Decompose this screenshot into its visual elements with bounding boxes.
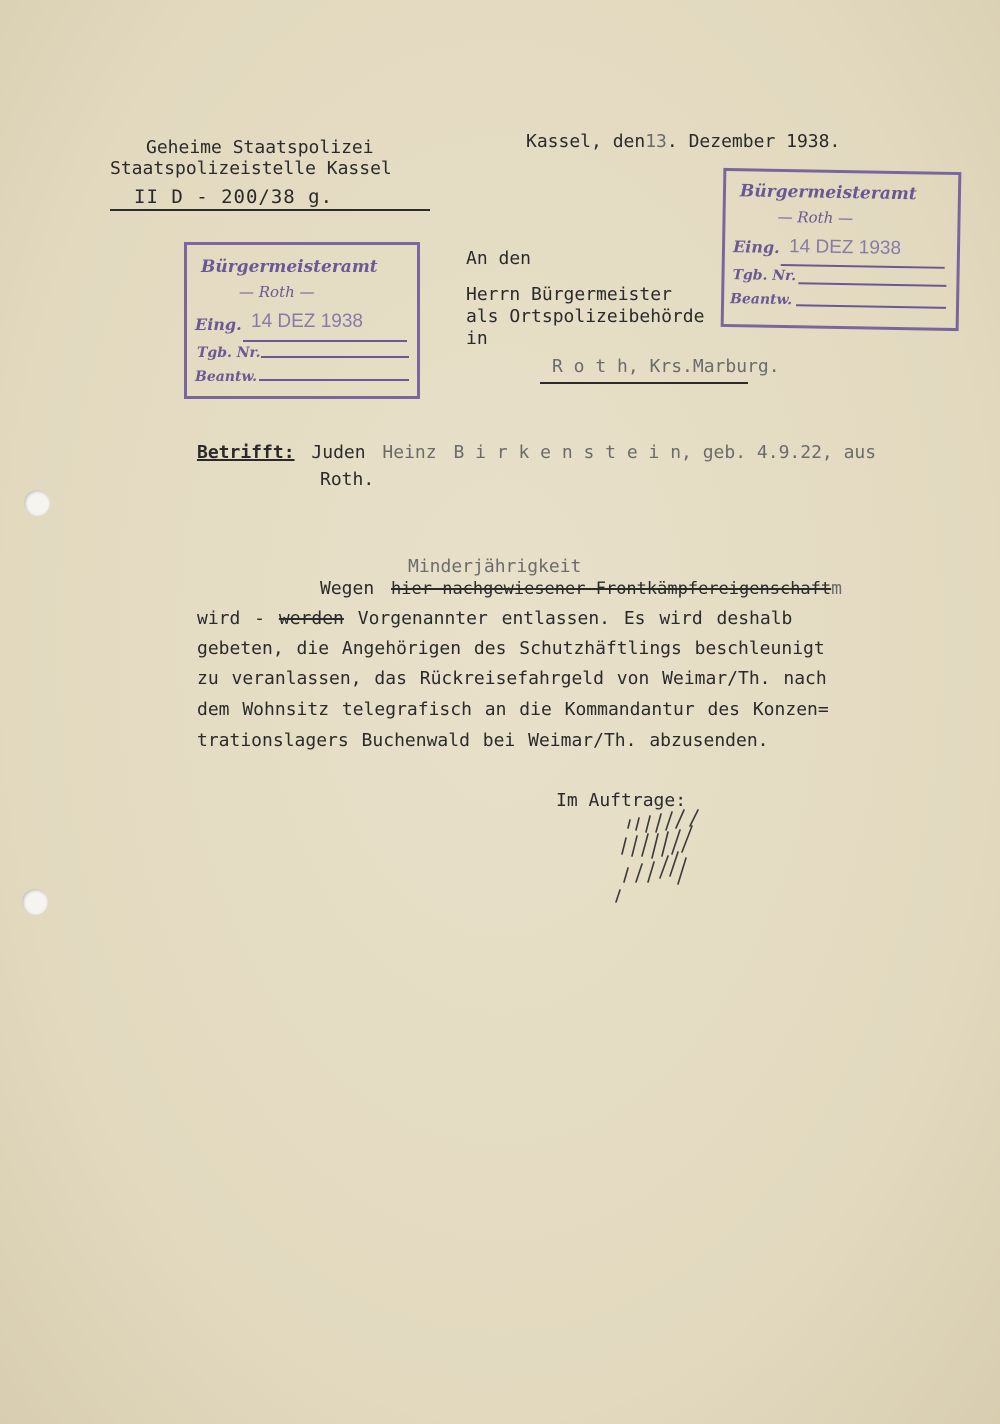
body-line-2-struck: werden	[278, 608, 344, 629]
sender-underline	[110, 209, 430, 211]
stamp-beantw-line	[259, 379, 409, 381]
stamp-place: — Roth —	[777, 207, 854, 228]
subject-surname: B i r k e n s t e i n	[453, 442, 682, 463]
stamp-tgb-line	[798, 282, 946, 287]
subject-line	[197, 442, 876, 464]
body-line-2-rest: Vorgenannter entlassen. Es wird deshalb	[357, 608, 793, 629]
body-line-5: dem Wohnsitz telegrafisch an die Kommandantur des Konzen=	[197, 699, 829, 720]
body-line-1-struck: hier nachgewiesener Frontkämpfereigenschaft	[391, 579, 832, 599]
sender-reference: II D - 200/38 g.	[134, 186, 334, 208]
recipient-underline	[540, 382, 748, 384]
body-line-1-start: Wegen	[320, 578, 375, 599]
stamp-eing-label: Eing.	[732, 237, 780, 257]
subject-place: Roth.	[320, 469, 375, 490]
stamp-date: 14 DEZ 1938	[788, 236, 902, 260]
punch-hole-lower	[22, 889, 48, 915]
subject-birth: , geb. 4.9.22, aus	[681, 442, 877, 463]
stamp-tgb-label: Tgb. Nr.	[732, 267, 797, 285]
stamp-place: — Roth —	[239, 283, 315, 301]
recipient-line-2: Herrn Bürgermeister	[466, 284, 672, 305]
recipient-place: R o t h	[552, 356, 628, 377]
stamp-date: 14 DEZ 1938	[251, 311, 363, 332]
recipient-line-1: An den	[466, 248, 532, 269]
recipient-line-3: als Ortspolizeibehörde	[466, 306, 705, 327]
body-line-1	[320, 578, 842, 600]
body-line-4: zu veranlassen, das Rückreisefahrgeld von Weimar/Th. nach	[197, 668, 827, 689]
body-line-2	[197, 608, 792, 630]
subject-first-name: Heinz	[382, 442, 437, 463]
recipient-district: , Krs.Marburg.	[627, 356, 780, 377]
date-rest: . Dezember 1938.	[666, 131, 841, 152]
subject-word: Juden	[311, 442, 366, 463]
date-line	[526, 131, 840, 153]
body-insertion: Minderjährigkeit	[408, 556, 582, 577]
sender-line-2: Staatspolizeistelle Kassel	[110, 158, 392, 179]
stamp-title: Bürgermeisteramt	[739, 181, 917, 205]
stamp-eing-line	[243, 340, 407, 342]
body-line-3: gebeten, die Angehörigen des Schutzhäftlings beschleunigt	[197, 638, 825, 659]
punch-hole-upper	[24, 490, 50, 516]
stamp-eing-line	[781, 264, 945, 269]
handwritten-signature	[606, 806, 716, 906]
stamp-beantw-label: Beantw.	[729, 291, 793, 309]
stamp-tgb-line	[261, 356, 409, 358]
body-line-6: trationslagers Buchenwald bei Weimar/Th. abzusenden.	[197, 730, 769, 751]
stamp-title: Bürgermeisteramt	[201, 257, 378, 277]
body-line-2-start: wird -	[197, 608, 266, 629]
received-stamp-right	[721, 168, 962, 331]
date-day: 13	[645, 131, 667, 152]
sender-line-1: Geheime Staatspolizei	[146, 137, 374, 158]
stamp-beantw-label: Beantw.	[195, 369, 257, 385]
stamp-tgb-label: Tgb. Nr.	[197, 345, 261, 361]
received-stamp-left	[184, 242, 420, 399]
date-prefix: Kassel, den	[526, 131, 646, 152]
stamp-beantw-line	[796, 304, 946, 309]
closing-text: Im Auftrage:	[556, 790, 687, 811]
body-line-1-tail: m	[831, 578, 842, 599]
recipient-line-4: in	[466, 328, 488, 349]
stamp-eing-label: Eing.	[195, 315, 242, 334]
recipient-place-line	[552, 356, 780, 378]
subject-label: Betrifft:	[197, 442, 295, 463]
